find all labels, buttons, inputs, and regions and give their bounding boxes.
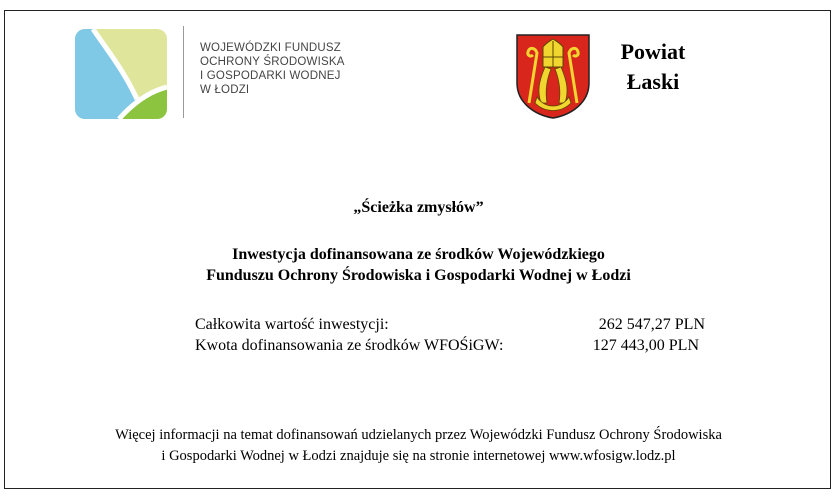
funding-plaque <box>4 10 831 489</box>
amount-row-total <box>195 316 715 334</box>
fund-name-line: WOJEWÓDZKI FUNDUSZ <box>200 42 341 54</box>
county-name-line: Łaski <box>626 69 680 94</box>
logo-divider <box>183 26 184 118</box>
amount-label: Całkowita wartość inwestycji: <box>195 316 389 333</box>
amount-row-cofinancing <box>195 337 715 355</box>
project-title: „Ścieżka zmysłów” <box>353 199 484 216</box>
wfosigw-logo-icon <box>75 29 167 119</box>
fund-name-line: OCHRONY ŚRODOWISKA <box>200 56 345 68</box>
fund-name-line: I GOSPODARKI WODNEJ <box>200 70 341 82</box>
county-name <box>603 37 703 97</box>
footer-info <box>5 425 832 467</box>
fund-name-line: W ŁODZI <box>200 84 250 96</box>
investment-line: Funduszu Ochrony Środowiska i Gospodarki Wodnej w Łodzi <box>206 267 631 284</box>
amount-value: 127 443,00 PLN <box>592 337 699 354</box>
amount-label: Kwota dofinansowania ze środków WFOŚiGW: <box>195 337 504 354</box>
footer-line: i Gospodarki Wodnej w Łodzi znajduje się na stronie internetowej www.wfosigw.lodz.pl <box>161 448 676 464</box>
fund-name <box>200 41 370 97</box>
investment-statement <box>5 244 832 286</box>
amount-value: 262 547,27 PLN <box>598 316 705 333</box>
county-name-line: Powiat <box>620 39 686 64</box>
investment-line: Inwestycja dofinansowana ze środków Wojewódzkiego <box>232 246 605 263</box>
footer-line: Więcej informacji na temat dofinansowań udzielanych przez Wojewódzki Fundusz Ochrony Środowiska <box>115 427 722 443</box>
coat-of-arms-icon <box>515 33 591 119</box>
